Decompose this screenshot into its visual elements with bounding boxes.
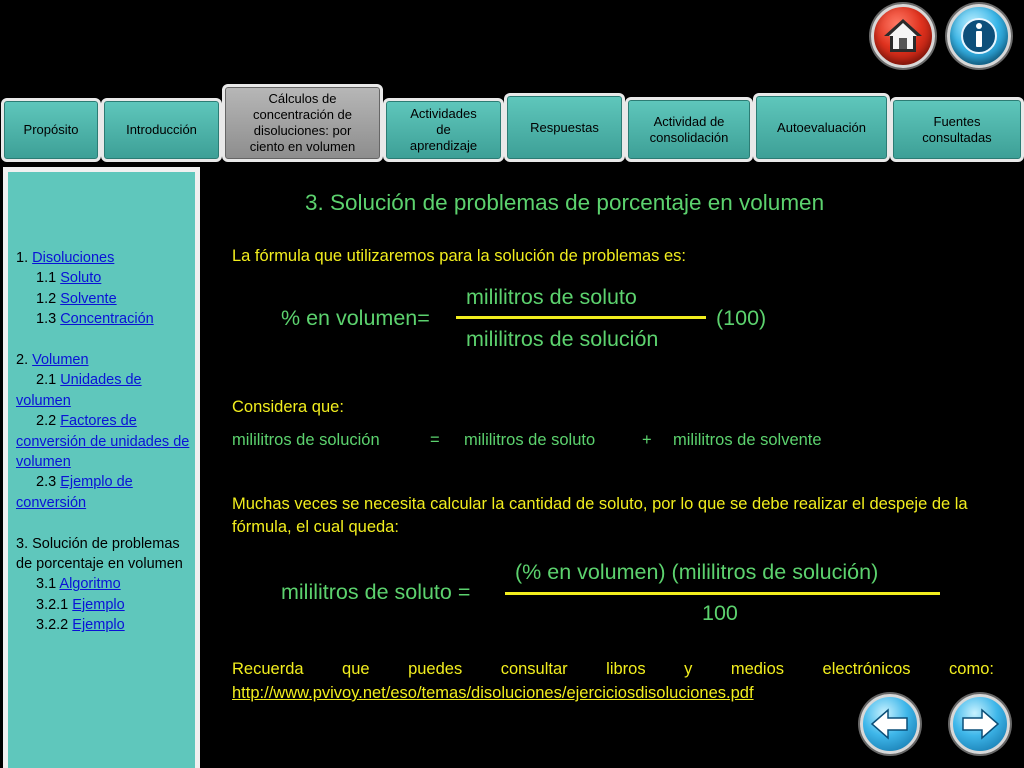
reference-link[interactable]: http://www.pvivoy.net/eso/temas/disoluciones/ejerciciosdisoluciones.pdf: [232, 684, 754, 702]
sidebar-item: 2.2 Factores de conversión de unidades de volumen: [16, 413, 190, 471]
sidebar-item: 2.1 Unidades de volumen: [16, 372, 142, 409]
equation-solution: mililitros de solución: [232, 431, 380, 449]
considera-text: Considera que:: [232, 398, 344, 416]
sidebar-link-concentracion[interactable]: Concentración: [60, 311, 154, 328]
tab-actividad-consolidacion[interactable]: Actividad de consolidación: [625, 97, 753, 162]
equation-solvent: mililitros de solvente: [673, 431, 822, 449]
sidebar-link-disoluciones[interactable]: Disoluciones: [32, 250, 115, 266]
sidebar-item: 1. Disoluciones: [16, 250, 115, 266]
sidebar-link-solvente[interactable]: Solvente: [60, 290, 117, 307]
formula1-fraction-bar: [456, 316, 706, 319]
formula1-numerator: mililitros de soluto: [466, 285, 637, 309]
tab-introduccion[interactable]: Introducción: [101, 98, 222, 162]
sidebar-item: 1.3 Concentración: [36, 311, 154, 328]
despeje-text: Muchas veces se necesita calcular la cantidad de soluto, por lo que se debe realizar el despeje de la fórmula, el cual queda:: [232, 495, 968, 536]
formula2-denominator: 100: [702, 601, 738, 625]
tab-respuestas[interactable]: Respuestas: [504, 93, 625, 162]
sidebar-item: 2.3 Ejemplo de conversión: [16, 474, 133, 511]
sidebar-item: 3.2.2 Ejemplo: [36, 617, 125, 634]
tab-proposito[interactable]: Propósito: [1, 98, 101, 162]
home-icon: [881, 16, 925, 56]
arrow-left-icon: [870, 707, 910, 741]
sidebar-link-factores[interactable]: Factores de conversión de unidades de volumen: [16, 413, 190, 471]
formula2-numerator: (% en volumen) (mililitros de solución): [515, 560, 879, 584]
info-icon: [959, 16, 999, 56]
next-button[interactable]: [950, 694, 1010, 754]
sidebar-item-current: 3. Solución de problemas de porcentaje en volumen: [16, 535, 183, 573]
recuerda-text: Recuerda que puedes consultar libros y medios electrónicos como:: [232, 660, 994, 678]
tab-fuentes[interactable]: Fuentes consultadas: [890, 97, 1024, 162]
intro-text: La fórmula que utilizaremos para la solución de problemas es:: [232, 247, 686, 265]
equation-equals: =: [430, 431, 440, 449]
formula1-left: % en volumen=: [281, 306, 430, 330]
formula1-factor: (100): [716, 306, 767, 330]
sidebar-link-ejemplo-2[interactable]: Ejemplo: [72, 617, 125, 634]
sidebar-link-ejemplo-1[interactable]: Ejemplo: [72, 596, 125, 613]
previous-button[interactable]: [860, 694, 920, 754]
sidebar-item: 3.2.1 Ejemplo: [36, 596, 125, 613]
tab-calculos[interactable]: Cálculos de concentración de disoluciones: por ciento en volumen: [222, 84, 383, 162]
sidebar-index: [3, 167, 200, 768]
sidebar-link-soluto[interactable]: Soluto: [60, 270, 102, 287]
sidebar-item: 1.2 Solvente: [36, 290, 117, 307]
formula1-denominator: mililitros de solución: [466, 327, 659, 351]
info-button[interactable]: [947, 4, 1011, 68]
sidebar-item: 2. Volumen: [16, 352, 89, 369]
arrow-right-icon: [960, 707, 1000, 741]
sidebar-link-unidades[interactable]: Unidades de volumen: [16, 372, 142, 409]
tab-actividades[interactable]: Actividades de aprendizaje: [383, 98, 504, 162]
sidebar-link-algoritmo[interactable]: Algoritmo: [59, 576, 121, 593]
home-button[interactable]: [871, 4, 935, 68]
formula2-fraction-bar: [505, 592, 940, 595]
equation-solute: mililitros de soluto: [464, 431, 596, 449]
sidebar-link-volumen[interactable]: Volumen: [32, 352, 89, 369]
sidebar-item: 3.1 Algoritmo: [36, 576, 121, 593]
tab-autoevaluacion[interactable]: Autoevaluación: [753, 93, 890, 162]
equation-plus: +: [642, 431, 652, 449]
sidebar-link-ejemplo-conversion[interactable]: Ejemplo de conversión: [16, 474, 133, 511]
formula2-left: mililitros de soluto =: [281, 580, 471, 604]
sidebar-item: 1.1 Soluto: [36, 270, 102, 287]
page-title: 3. Solución de problemas de porcentaje en volumen: [305, 190, 825, 215]
